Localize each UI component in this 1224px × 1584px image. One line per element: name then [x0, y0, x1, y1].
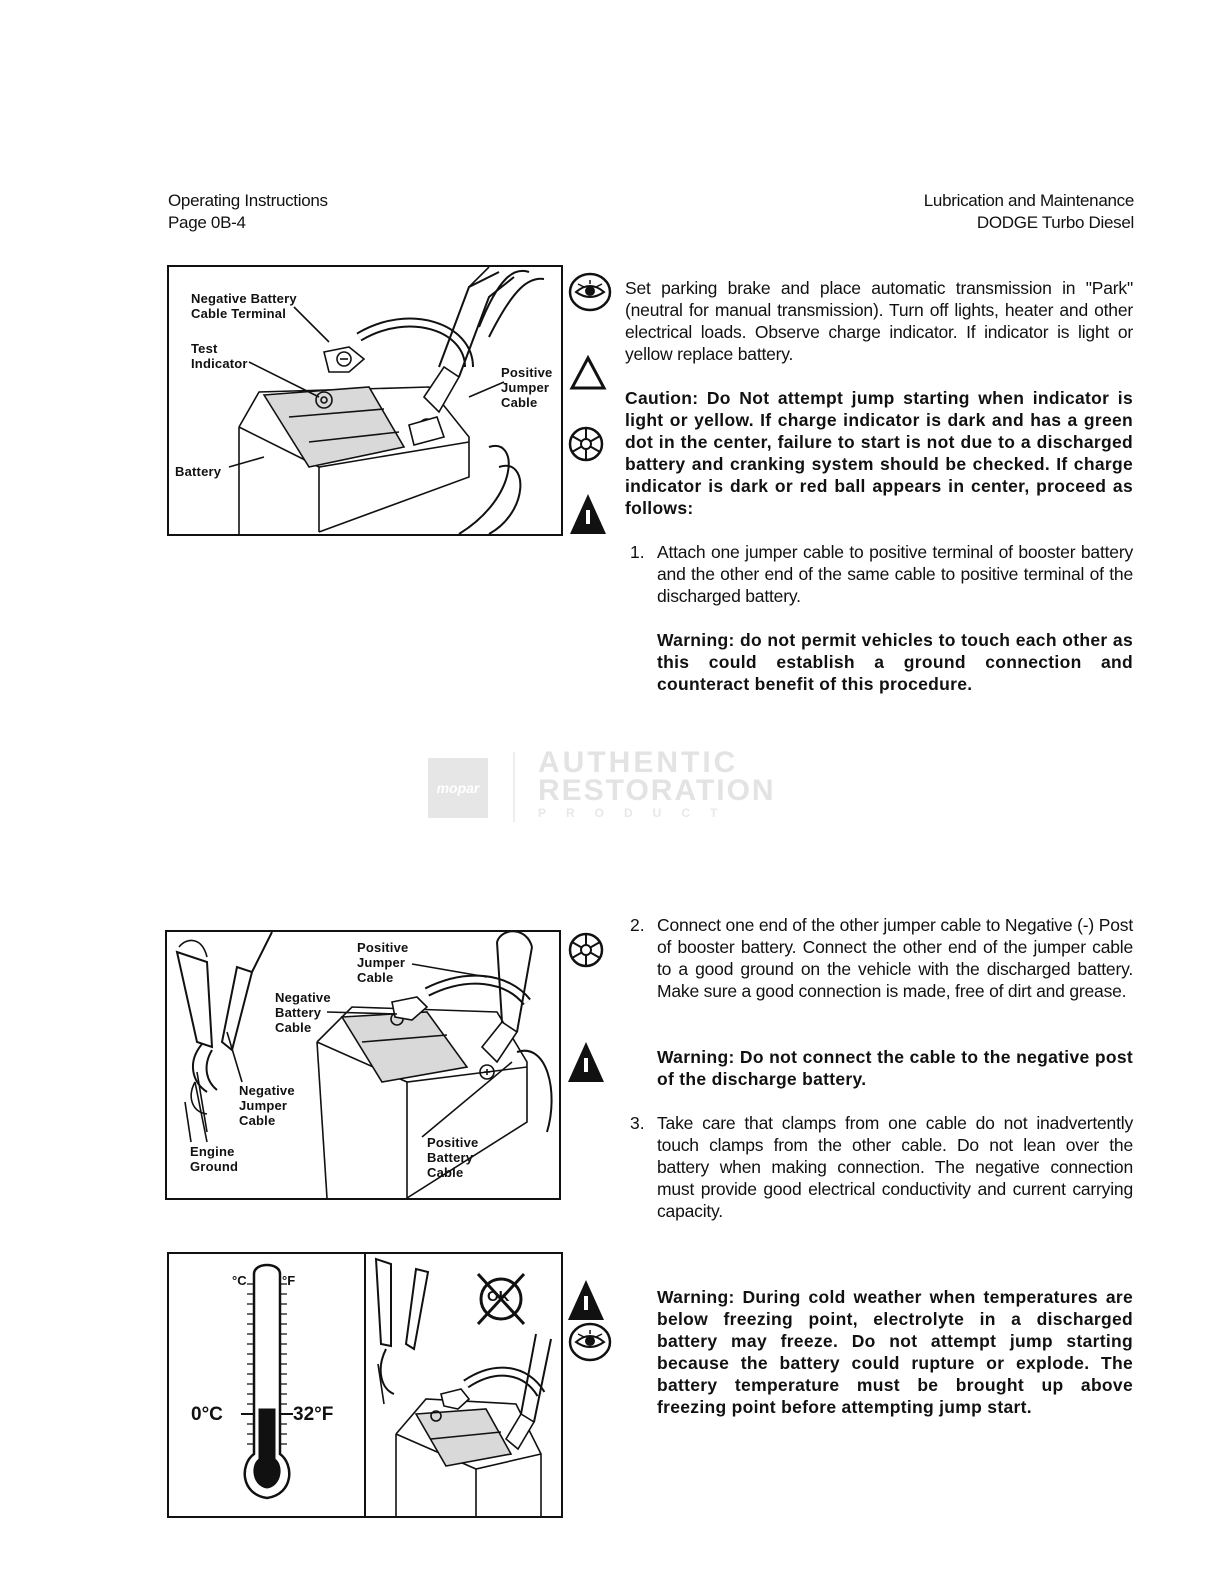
step-3-number: 3. — [630, 1113, 645, 1133]
warning-triangle-icon — [568, 492, 608, 536]
celsius-unit: °C — [232, 1273, 247, 1288]
thermometer-illustration — [169, 1254, 365, 1516]
step-1-text: Attach one jumper cable to positive terminal of booster battery and the other end of the same cable to positive terminal of the discharged battery. — [657, 542, 1133, 606]
label-engine-ground: Engine Ground — [190, 1144, 239, 1174]
watermark-line-1: AUTHENTIC — [538, 746, 739, 779]
header-section-title: Operating Instructions — [168, 191, 328, 210]
intro-paragraph: Set parking brake and place automatic transmission in "Park" (neutral for manual transmission). Turn off lights, heater and other electrical loads. Observe charge indicator. If indicator is light or yellow replace battery. — [625, 278, 1133, 364]
label-positive-jumper-2: Positive Jumper Cable — [357, 940, 409, 985]
step-2-number: 2. — [630, 915, 645, 935]
label-positive-battery-cable: Positive Battery Cable — [427, 1135, 479, 1180]
header-page-number: Page 0B-4 — [168, 213, 246, 232]
warning-negative-post-paragraph: Warning: Do not connect the cable to the negative post of the discharge battery. — [657, 1047, 1133, 1089]
eye-caution-icon-2 — [566, 1322, 614, 1362]
fahrenheit-unit: °F — [282, 1273, 296, 1288]
header-right — [924, 190, 1134, 234]
watermark-line-2: RESTORATION — [538, 774, 776, 807]
figure-battery-test-indicator — [167, 265, 563, 536]
frozen-battery-illustration — [366, 1254, 561, 1516]
step-3-text: Take care that clamps from one cable do not inadvertently touch clamps from the other cable. Do not lean over the battery when making connection. The negative connection must provide good electrical conductivity and current carrying capacity. — [657, 1113, 1133, 1221]
thirty-two-f-label: 32°F — [293, 1404, 334, 1425]
caution-paragraph: Caution: Do Not attempt jump starting when indicator is light or yellow. If charge indicator is dark and has a green dot in the center, failure to start is not due to a discharged battery and cranking system should be checked. If charge indicator is dark or red ball appears in center, proceed as follows: — [625, 388, 1133, 518]
label-positive-jumper: Positive Jumper Cable — [501, 365, 553, 410]
label-battery: Battery — [175, 464, 222, 479]
warning-cold-weather-paragraph: Warning: During cold weather when temperatures are below freezing point, electrolyte in a discharged battery may freeze. Do not attempt jump starting because the battery could rupture or explode. The battery temperature must be brought up above freezing point before attempting jump start. — [657, 1287, 1133, 1417]
warning-vehicles-paragraph: Warning: do not permit vehicles to touch each other as this could establish a ground connection and counteract benefit of this procedure. — [657, 630, 1133, 694]
label-negative-jumper-cable: Negative Jumper Cable — [239, 1083, 295, 1128]
mopar-logo: mopar — [428, 758, 488, 818]
ok-crossed-symbol: OK — [487, 1288, 510, 1305]
battery-cells-icon-2 — [568, 930, 604, 970]
battery-cells-icon — [568, 424, 604, 464]
header-doc-title: Lubrication and Maintenance — [923, 191, 1134, 210]
authentic-restoration-watermark — [428, 746, 798, 822]
zero-celsius-label: 0°C — [191, 1404, 223, 1425]
step-2-text: Connect one end of the other jumper cable to Negative (-) Post of booster battery. Connect the other end of the jumper cable to a good ground on the vehicle with the discharged battery. Make sure a good connection is made, free of dirt and grease. — [657, 915, 1133, 1001]
figure-cold-weather — [167, 1252, 563, 1518]
watermark-line-3: PRODUCT — [538, 806, 738, 820]
step-1-number: 1. — [630, 542, 645, 562]
warning-triangle-icon-3 — [566, 1278, 606, 1322]
figure-jumper-connection — [165, 930, 561, 1200]
label-negative-terminal: Negative Battery Cable Terminal — [191, 291, 297, 321]
warning-triangle-icon-2 — [566, 1040, 606, 1084]
eye-caution-icon — [566, 272, 614, 312]
label-test-indicator: Test Indicator — [191, 341, 248, 371]
caution-triangle-icon — [569, 355, 607, 391]
header-left — [168, 190, 328, 234]
header-doc-subtitle: DODGE Turbo Diesel — [976, 213, 1134, 232]
label-negative-battery-cable: Negative Battery Cable — [275, 990, 331, 1035]
